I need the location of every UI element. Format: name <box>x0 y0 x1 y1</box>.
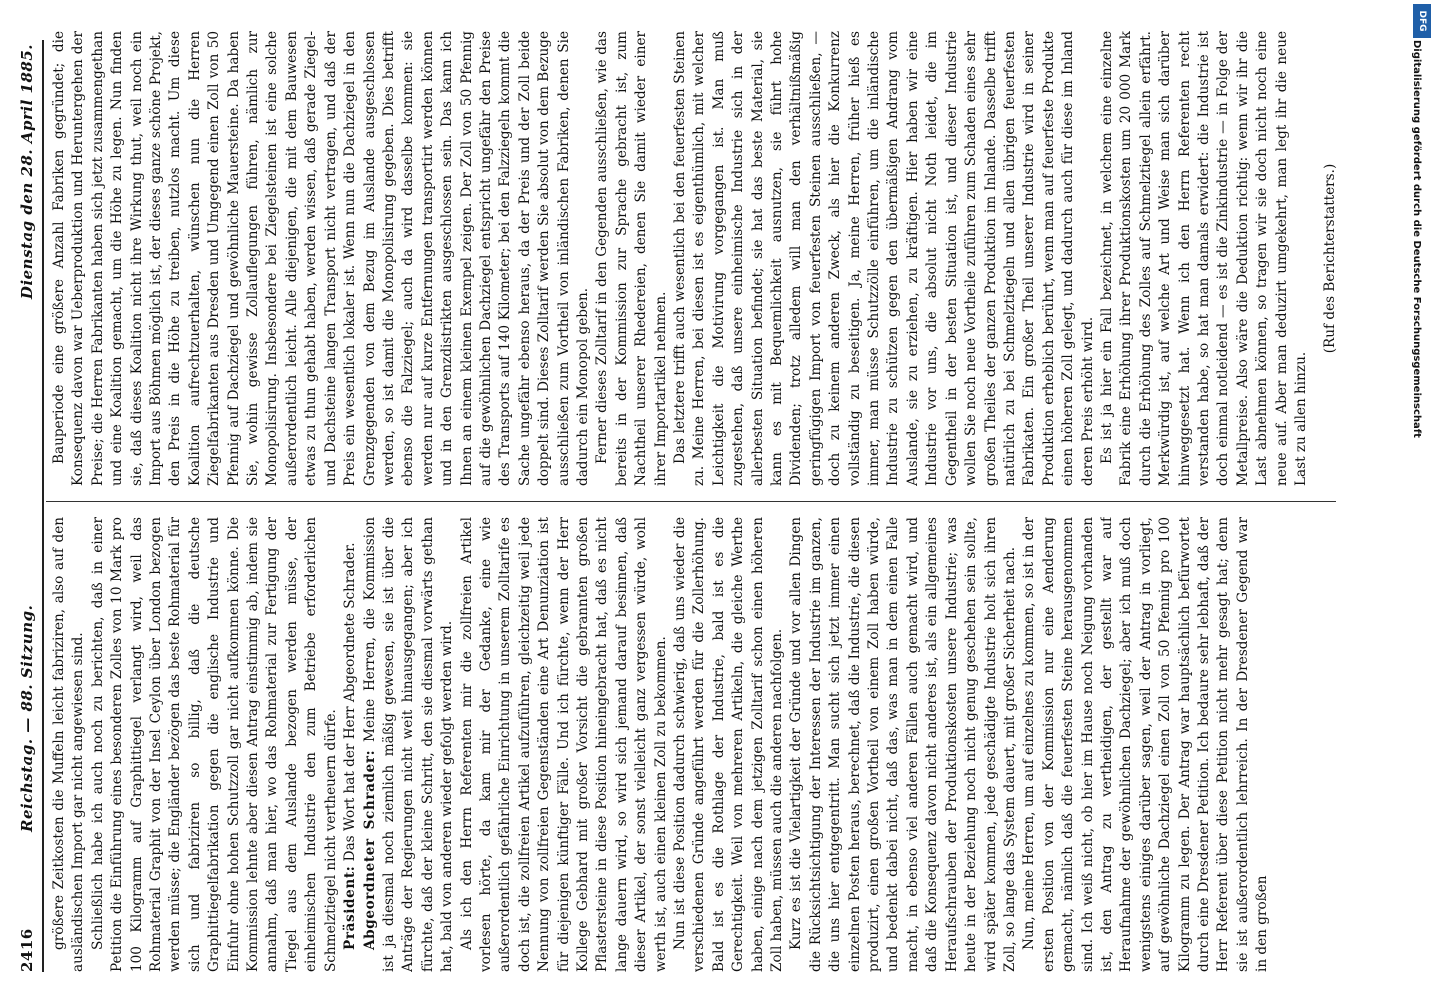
column-divider <box>46 501 1336 502</box>
paragraph: Kurz es ist die Vielartigkeit der Gründe und vor allen Dingen die Rücksichtsichtigung der Interessen der Industrie im ganzen, die uns hier entgegentritt. Man sucht sich jetzt immer einen einzelnen Posten heraus, berechnet, daß die Industrie, die diesen produzirt, einen großen Vortheil von einem Zoll haben würde, und bedenkt dabei nicht, daß das, was man in dem einen Falle macht, in ebenso viel anderen Fällen auch gemacht wird, und daß die Konsequenz davon nicht anderes ist, als ein allgemeines Heraufschrauben der Produktionskosten unsere Industrie; was heute in der Beziehung noch nicht genug geschehen sein sollte, wird später kommen, jede geschädigte Industrie holt sich ihren Zoll, so lange das System dauert, mit großer Sicherheit nach. <box>788 517 1018 972</box>
paragraph: Bauperiode eine größere Anzahl Fabriken gegründet; die Konsequenz davon war Ueberproduktion und Heruntergehen der Preise; die Herren Fabrikanten haben sich jetzt zusammengethan und eine Koalition gemacht, um die Höhe zu legen. Nun finden sie, daß dieses Koalition nicht ihre Wirkung thut, weil noch ein Import aus Böhmen möglich ist, der dieses ganze schöne Projekt, den Preis in die Höhe zu treiben, nutzlos macht. Um diese Koalition aufrechtzuerhalten, wünschen nun die Herren Ziegelfabrikanten aus Dresden und Umgegend einen Zoll von 50 Pfennig auf Dachziegel und gewöhnliche Mauersteine. Da haben Sie, wohin gewisse Zollauflegungen führen, nämlich zur Monopolisirung. Insbesondere bei Ziegelsteinen ist eine solche außerordentlich leicht. Alle diejenigen, die mit dem Bauwesen etwas zu thun gehabt haben, werden wissen, daß gerade Ziegel- und Dachsteine langen Transport nicht vertragen, und daß der Preis ein wesentlich lokaler ist. Wenn nun die Dachziegel in den Grenzgegenden von dem Bezug im Auslande ausgeschlossen werden, so ist damit die Monopolisirung gegeben. Dies betrifft ebenso die Falzziegel; auch da wird dasselbe kommen: sie werden nur auf kurze Entfernungen transportirt werden können und in den Grenzdistrikten ausgeschlossen sein. Das kann ich Ihnen an einem kleinen Exempel zeigen. Der Zoll von 50 Pfennig auf die gewöhnlichen Dachziegel entspricht ungefähr den Preise des Transports auf 140 Kilometer; bei den Falzziegeln kommt die Sache ungefähr ebenso heraus, da der Preis und der Zoll beide doppelt sind. Dieses Zolltarif werden Sie absolut von dem Bezuge ausschließen zum Vortheil von inländischen Fabriken, denen Sie dadurch ein Monopol geben. <box>51 31 591 486</box>
closing-remark: (Ruf des Berichterstatters.) <box>1322 163 1339 354</box>
session-date: Dienstag den 28. April 1885. <box>18 44 36 300</box>
paragraph: Das letztere trifft auch wesentlich bei den feuerfesten Steinen zu. Meine Herren, bei diesen ist es eigenthümlich, mit welcher Leichtigkeit die Motivirung vorgegangen ist. Man muß zugestehen, daß unsere einheimische Industrie sich in der allerbesten Situation befindet; sie hat das beste Material, sie kann es mit Bequemlichkeit ausnutzen, sie führt hohe Dividenden; trotz alledem will man den verhältnißmäßig geringfügigen Import von feuerfesten Steinen ausschließen, — doch zu keinem anderen Zweck, als hier die Konkurrenz vollständig zu beseitigen. Ja, meine Herren, früher hieß es immer, man müsse Schutzzölle einführen, um die inländische Industrie zu schützen gegen den übermäßigen Andrang vom Auslande, sie zu erziehen, zu kräftigen. Hier haben wir eine Industrie vor uns, die absolut nicht Noth leidet, die im Gegentheil in der besten Situation ist, und dieser Industrie wollen Sie noch neue Vortheile zuführen zum Schaden eines sehr großen Theiles der ganzen Produktion im Inlande. Dasselbe trifft natürlich zu bei Schmelztiegeln und allen übrigen feuerfesten Fabrikaten. Ein großer Theil unserer Industrie wird in seiner Produktion erheblich berührt, wenn man auf feuerfeste Produkte einen höheren Zoll gelegt, und dadurch auch für diese im Inland deren Preis erhöht wird. <box>672 31 1096 486</box>
paragraph: Nun ist diese Position dadurch schwierig, daß uns wieder die verschiedenen Gründe angeführt werden für die Zollerhöhung. Bald ist es die Rothlage der Industrie, bald ist es die Gerechtigkeit. Weil von mehreren Artikeln, die gleiche Werthe haben, einige nach dem jetzigen Zolltarif schon einen höheren Zoll haben, müssen auch die anderen nachfolgen. <box>672 517 786 972</box>
speech-text: Das Wort hat der Herr Abgeordnete Schrader. <box>342 542 359 862</box>
funding-note: Digitalisierung gefördert durch die Deutsche Forschungsgemeinschaft <box>1411 40 1422 438</box>
speaker-name: Abgeordneter Schrader: <box>361 749 378 950</box>
paragraph <box>341 517 360 972</box>
speech-text: Meine Herren, die Kommission ist ja diesmal noch ziemlich mäßig gewesen, sie ist über die Anträge der Regierungen nicht weit hinausgegangen; aber ich fürchte, daß der kleine Schritt, den sie diesmal vorwärts gethan hat, bald von anderen wieder gefolgt werden wird. <box>361 517 456 972</box>
paragraph: größere Zeitkosten die Muffeln leicht fabriziren, also auf den ausländischen Import gar nicht angewiesen sind. <box>51 517 87 972</box>
paragraph: Als ich den Herrn Referenten mir die zollfreien Artikel vorlesen hörte, da kam mir der Gedanke, eine wie außerordentlich gefährliche Einrichtung in unserem Zolltarife es doch ist, die zollfreien Artikel aufzuführen, gleichzeitig weil jede Nennung von zollfreien Gegenständen eine Art Denunziation ist für diejenigen künftiger Fälle. Und ich fürchte, wenn der Herr Kollege Gebhard mit großer Vorsicht die gebrannten großen Pflastersteine in diese Position hineingebracht hat, daß es nicht lange dauern wird, so wird sich jemand darauf besinnen, daß dieser Artikel, der sonst vielleicht ganz vergessen würde, wohl werth ist, auch einen kleinen Zoll zu bekommen. <box>458 517 669 972</box>
paragraph: Schließlich habe ich auch noch zu berichten, daß in einer Petition die Einführung eines besonderen Zolles von 10 Mark pro 100 Kilogramm auf Graphittiegel verlangt wird, weil das Rohmaterial Graphit von der Insel Ceylon über London bezogen werden müsse; die Engländer bezögen das beste Rohmaterial für sich und fabriziren so billig, daß die deutsche Graphittiegelfabrikation gegen die englische Industrie und Einfuhr ohne hohen Schutzzoll gar nicht aufkommen könne. Die Kommission lehnte aber diesen Antrag einstimmig ab, indem sie annahm, daß man hier, wo das Rohmaterial zur Fertigung der Tiegel aus dem Auslande bezogen werden müsse, der einheimischen Industrie den zum Betriebe erforderlichen Schmelztiegel nicht vertheuern dürfe. <box>89 517 339 972</box>
paragraph: Nun, meine Herren, um auf einzelnes zu kommen, so ist in der ersten Position von der Kommission nur eine Aenderung gemacht, nämlich daß die feuerfesten Steine herausgenommen sind. Ich weiß nicht, ob hier im Hause noch Neigung vorhanden ist, den Antrag zu vertheidigen, der gestellt war auf Heraufnahme der gewöhnlichen Dachziegel; aber ich muß doch wenigstens einiges darüber sagen, weil der Antrag in vorliegt, auf gewöhnliche Dachziegel einen Zoll von 50 Pfennig pro 100 Kilogramm zu legen. Der Antrag war hauptsächlich befürwortet durch eine Dresdener Petition. Ich bedaure sehr lebhaft, daß der Herr Referent über diese Petition nicht mehr gesagt hat; denn sie ist außerordentlich lehrreich. In der Dresdener Gegend war in den großen <box>1021 517 1271 972</box>
speaker-name: Präsident: <box>342 865 359 950</box>
page-number: 2416 <box>18 928 36 972</box>
right-text-column <box>50 31 1340 486</box>
left-text-column <box>50 517 1340 972</box>
dfg-logo: DFG <box>1413 4 1431 38</box>
paragraph: Ferner dieses Zolltarif in den Gegenden ausschließen, wie das bereits in der Kommission zur Sprache gebracht ist, zum Nachtheil unserer Rhedereien, denen Sie damit wieder einer ihrer Importartikel nehmen. <box>594 31 669 486</box>
page-header <box>16 40 44 972</box>
session-title: Reichstag. — 88. Sitzung. <box>18 604 36 832</box>
paragraph <box>361 517 458 972</box>
paragraph: Es ist ja hier ein Fall bezeichnet, in welchem eine einzelne Fabrik eine Erhöhung ihrer Produktionskosten um 20 000 Mark durch die Erhöhung des Zolles auf Schmelztiegel allein erfährt. Merkwürdig ist, auf welche Art und Weise man sich darüber hinweggesetzt hat. Wenn ich den Herrn Referenten recht verstanden habe, so hat man damals erwidert: die Industrie ist doch einmal notleidend — es ist die Zinkindustrie — in Folge der Metallpreise. Also wäre die Deduktion richtig: wenn wir ihr die Last abnehmen können, so tragen wir sie doch nicht noch eine neue auf. Aber man deduzirt umgekehrt, man legt ihr die neue Last zu allen hinzu. <box>1098 31 1309 486</box>
